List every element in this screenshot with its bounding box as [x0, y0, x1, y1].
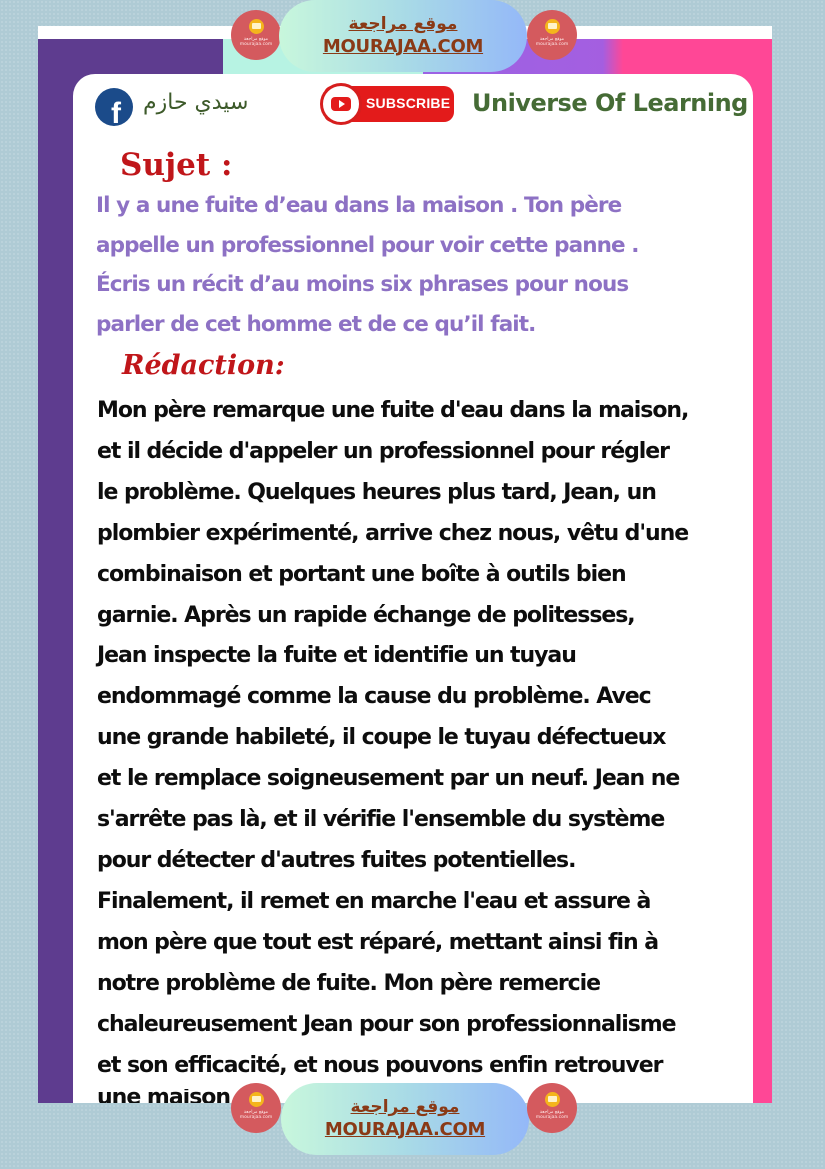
- redaction-line: Jean inspecte la fuite et identifie un tuyau: [97, 643, 576, 669]
- document-sheet: [38, 26, 772, 1103]
- redaction-cut-line: [97, 1089, 230, 1103]
- redaction-line: garnie. Après un rapide échange de politesses,: [97, 602, 635, 628]
- sujet-line: Écris un récit d’au moins six phrases pour nous: [96, 272, 629, 297]
- subscribe-label: SUBSCRIBE: [366, 95, 451, 111]
- mourajaa-logo-icon[interactable]: [527, 1083, 577, 1133]
- mourajaa-logo-icon[interactable]: [231, 1083, 281, 1133]
- logo-caption: موقع مراجعة mourajaa.com: [535, 37, 569, 47]
- sujet-line: Il y a une fuite d’eau dans la maison . Ton père: [96, 193, 622, 218]
- redaction-line: endommagé comme la cause du problème. Avec: [97, 684, 651, 710]
- redaction-line: une grande habileté, il coupe le tuyau défectueux: [97, 725, 666, 751]
- mourajaa-logo-icon[interactable]: [231, 10, 281, 60]
- book-icon: [249, 19, 264, 34]
- redaction-line: mon père que tout est réparé, mettant ainsi fin à: [97, 929, 658, 955]
- redaction-line: chaleureusement Jean pour son professionnalisme: [97, 1011, 676, 1037]
- logo-caption: موقع مراجعة mourajaa.com: [239, 37, 273, 47]
- redaction-line: Mon père remarque une fuite d'eau dans la maison,: [97, 398, 689, 423]
- logo-caption: موقع مراجعة mourajaa.com: [239, 1110, 273, 1120]
- channel-name: Universe Of Learning: [472, 89, 748, 117]
- redaction-line: pour détecter d'autres fuites potentielles.: [97, 847, 576, 873]
- facebook-icon[interactable]: [95, 88, 133, 126]
- redaction-line: Finalement, il remet en marche l'eau et assure à: [97, 888, 651, 914]
- watermark-badge-top[interactable]: [279, 0, 527, 72]
- watermark-arabic: موقع مراجعة: [348, 14, 458, 34]
- redaction-line: et il décide d'appeler un professionnel pour régler: [97, 438, 669, 464]
- sujet-text: [96, 186, 716, 344]
- watermark-badge-bottom[interactable]: [281, 1083, 529, 1155]
- redaction-line: combinaison et portant une boîte à outils bien: [97, 561, 626, 587]
- redaction-line: s'arrête pas là, et il vérifie l'ensemble du système: [97, 807, 665, 833]
- author-name: سيدي حازم: [143, 90, 249, 115]
- watermark-link[interactable]: MOURAJAA.COM: [322, 36, 484, 57]
- watermark-link[interactable]: MOURAJAA.COM: [324, 1119, 486, 1140]
- logo-caption: موقع مراجعة mourajaa.com: [535, 1110, 569, 1120]
- redaction-line: notre problème de fuite. Mon père remercie: [97, 970, 601, 996]
- redaction-heading: Rédaction:: [122, 350, 285, 381]
- book-icon: [545, 19, 560, 34]
- redaction-text: [97, 391, 747, 1086]
- youtube-icon: [320, 83, 362, 125]
- subscribe-button[interactable]: [324, 86, 454, 122]
- mourajaa-logo-icon[interactable]: [527, 10, 577, 60]
- cut-line-text: une maison: [97, 1089, 231, 1103]
- redaction-line: et le remplace soigneusement par un neuf. Jean ne: [97, 766, 680, 792]
- sujet-line: parler de cet homme et de ce qu’il fait.: [96, 311, 536, 337]
- redaction-line: et son efficacité, et nous pouvons enfin retrouver: [97, 1052, 663, 1078]
- facebook-glyph: f: [111, 97, 121, 126]
- watermark-arabic: موقع مراجعة: [350, 1097, 460, 1117]
- redaction-line: le problème. Quelques heures plus tard, Jean, un: [97, 479, 656, 505]
- sujet-heading: Sujet :: [120, 147, 233, 183]
- sujet-line: appelle un professionnel pour voir cette panne .: [96, 232, 639, 258]
- book-icon: [249, 1092, 264, 1107]
- play-icon: [331, 97, 351, 111]
- book-icon: [545, 1092, 560, 1107]
- redaction-line: plombier expérimenté, arrive chez nous, vêtu d'une: [97, 520, 689, 546]
